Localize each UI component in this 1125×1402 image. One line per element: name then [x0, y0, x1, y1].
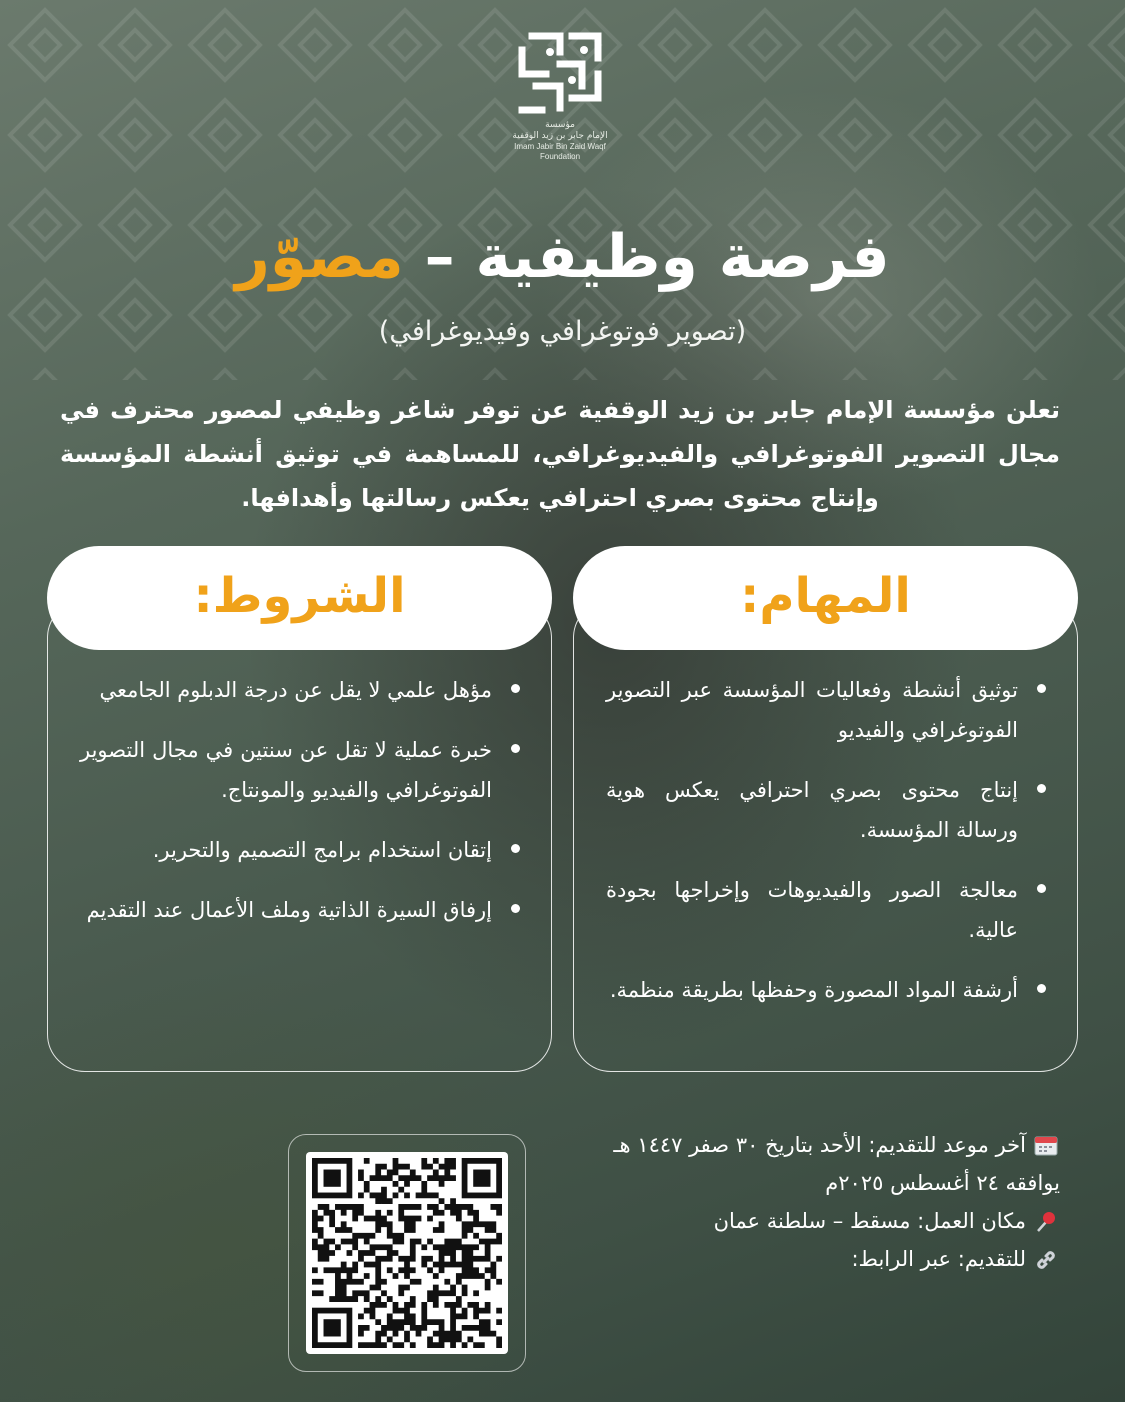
- logo-text-en-2: Foundation: [539, 152, 581, 161]
- qr-code-image: [306, 1152, 508, 1354]
- list-item: أرشفة المواد المصورة وحفظها بطريقة منظمة.: [606, 970, 1046, 1010]
- bullet-icon: [1037, 984, 1046, 993]
- title-main: فرصة وظيفية –: [403, 222, 890, 292]
- apply-row: [560, 1240, 1060, 1278]
- tasks-list: [606, 670, 1046, 1030]
- tasks-heading: المهام:: [740, 568, 911, 624]
- conditions-card: [47, 546, 552, 1072]
- conditions-heading-pill: [47, 546, 552, 650]
- foundation-logo: [500, 28, 620, 162]
- bullet-icon: [511, 904, 520, 913]
- list-item: خبرة عملية لا تقل عن سنتين في مجال التصوير الفوتوغرافي والفيديو والمونتاج.: [80, 730, 520, 810]
- location-text: مكان العمل: مسقط – سلطنة عمان: [713, 1209, 1026, 1233]
- bullet-icon: [1037, 884, 1046, 893]
- deadline-row-2: [560, 1164, 1060, 1202]
- tasks-card: [573, 546, 1078, 1072]
- bullet-icon: [511, 844, 520, 853]
- list-item: معالجة الصور والفيديوهات وإخراجها بجودة عالية.: [606, 870, 1046, 950]
- list-item: إرفاق السيرة الذاتية وملف الأعمال عند التقديم: [80, 890, 520, 930]
- page-title: [0, 212, 1125, 302]
- intro-paragraph: تعلن مؤسسة الإمام جابر بن زيد الوقفية عن توفر شاغر وظيفي لمصور محترف في مجال التصوير الفوتوغرافي والفيديوغرافي، للمساهمة في توثيق أنشطة المؤسسة وإنتاج محتوى بصري احترافي يعكس رسالتها وأهدافها.: [60, 396, 1060, 512]
- logo-text-ar-2: الإمام جابر بن زيد الوقفية: [512, 131, 608, 141]
- conditions-list: [80, 670, 520, 950]
- list-item: توثيق أنشطة وفعاليات المؤسسة عبر التصوير الفوتوغرافي والفيديو: [606, 670, 1046, 750]
- bullet-icon: [1037, 784, 1046, 793]
- list-item: مؤهل علمي لا يقل عن درجة الدبلوم الجامعي: [80, 670, 520, 710]
- list-item: إتقان استخدام برامج التصميم والتحرير.: [80, 830, 520, 870]
- bullet-icon: [511, 744, 520, 753]
- logo-text-en-1: Imam Jabir Bin Zaid Waqf: [514, 142, 606, 151]
- calendar-icon: [1032, 1134, 1060, 1156]
- bullet-icon: [1037, 684, 1046, 693]
- logo-mark-icon: [512, 28, 608, 120]
- qr-code-frame: [288, 1134, 526, 1372]
- pushpin-icon: [1032, 1210, 1060, 1234]
- page-subtitle: (تصوير فوتوغرافي وفيديوغرافي): [378, 316, 747, 347]
- deadline-row: [560, 1126, 1060, 1164]
- location-row: [560, 1202, 1060, 1240]
- apply-text: للتقديم: عبر الرابط:: [851, 1247, 1026, 1271]
- link-icon: [1032, 1248, 1060, 1272]
- bullet-icon: [511, 684, 520, 693]
- title-accent: مصوّر: [235, 222, 404, 292]
- application-info: [560, 1126, 1060, 1278]
- list-item: إنتاج محتوى بصري احترافي يعكس هوية ورسالة المؤسسة.: [606, 770, 1046, 850]
- logo-text-ar-1: مؤسسة: [545, 120, 575, 130]
- qr-code[interactable]: [306, 1152, 508, 1354]
- tasks-heading-pill: [573, 546, 1078, 650]
- conditions-heading: الشروط:: [193, 568, 406, 624]
- deadline-gregorian-text: يوافقه ٢٤ أغسطس ٢٠٢٥م: [825, 1171, 1060, 1195]
- deadline-text: آخر موعد للتقديم: الأحد بتاريخ ٣٠ صفر ١٤٤٧ هـ: [613, 1133, 1026, 1157]
